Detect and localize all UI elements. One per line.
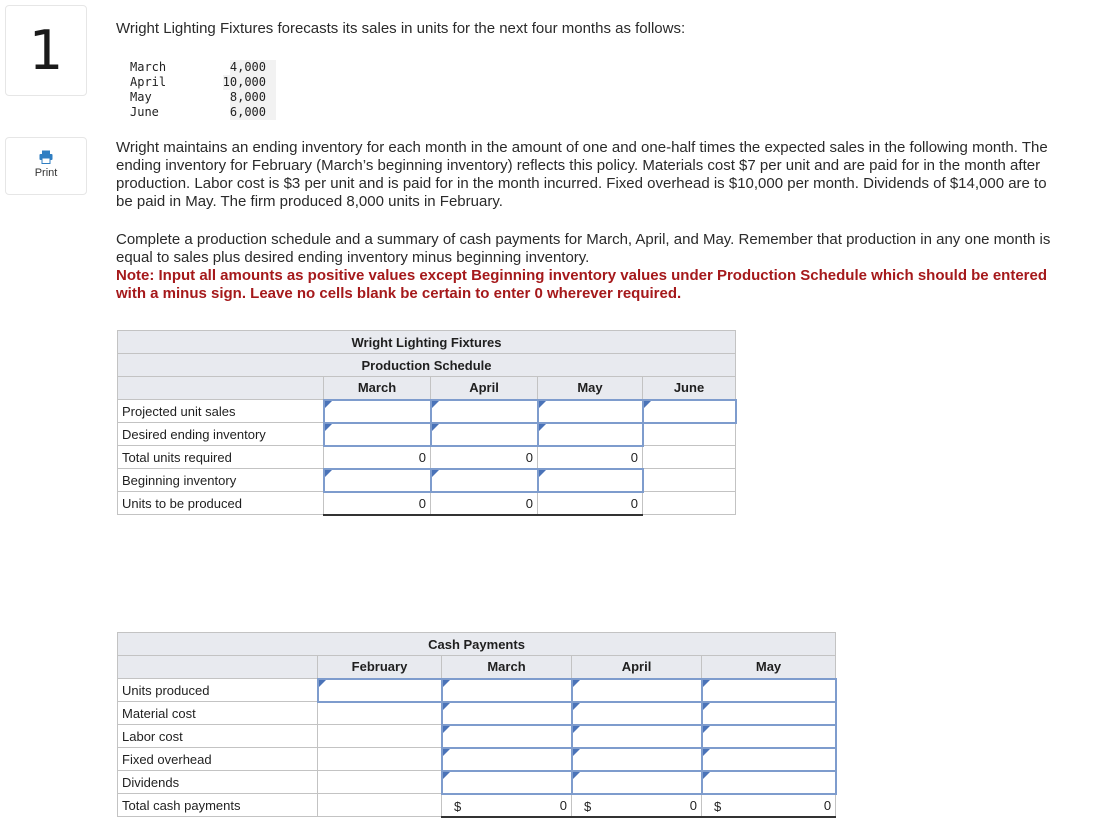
row-label-beginning: Beginning inventory: [118, 469, 324, 492]
total-march-value: 0: [559, 797, 567, 813]
col-header-march: March: [324, 377, 431, 400]
to-produce-may: 0: [538, 492, 643, 515]
table-row: [118, 702, 836, 725]
header-blank: [118, 377, 324, 400]
total-may-value: 0: [823, 797, 832, 813]
table-row: [118, 748, 836, 771]
total-april: [572, 794, 702, 817]
beginning-april-input[interactable]: [431, 469, 538, 492]
empty-cell: [318, 725, 442, 748]
projected-sales-may-input[interactable]: [538, 400, 643, 423]
forecast-month: June: [130, 105, 159, 119]
table-row: [118, 400, 736, 423]
projected-sales-april-input[interactable]: [431, 400, 538, 423]
instructions-text: Complete a production schedule and a summary of cash payments for March, April, and May. Remember that production in any one month is equal to sales plus desired ending inventory minus beginning inventory.: [116, 231, 1051, 266]
empty-cell: [643, 423, 736, 446]
total-march: [442, 794, 572, 817]
forecast-month: March: [130, 60, 167, 74]
row-label-dividends: Dividends: [118, 771, 318, 794]
table-row: [118, 771, 836, 794]
projected-sales-june-input[interactable]: [643, 400, 736, 423]
row-label-units-produced: Units produced: [118, 679, 318, 702]
dividends-march-input[interactable]: [442, 771, 572, 794]
table-row: [118, 423, 736, 446]
col-header-february: February: [318, 656, 442, 679]
total-april-value: 0: [689, 797, 697, 813]
units-produced-february-input[interactable]: [318, 679, 442, 702]
forecast-table: [126, 60, 276, 120]
total-may: [702, 794, 836, 817]
note-text: Note: Input all amounts as positive values except Beginning inventory values under Production Schedule which should be entered with a minus sign. Leave no cells blank be certain to enter 0 wherever required.: [116, 267, 1048, 302]
table-row: [118, 492, 736, 515]
row-label-to-produce: Units to be produced: [118, 492, 324, 515]
row-label-total: Total cash payments: [118, 794, 318, 817]
empty-cell: [643, 446, 736, 469]
forecast-month: May: [130, 90, 152, 104]
row-label-material: Material cost: [118, 702, 318, 725]
material-april-input[interactable]: [572, 702, 702, 725]
empty-cell: [643, 492, 736, 515]
units-produced-may-input[interactable]: [702, 679, 836, 702]
row-label-projected-sales: Projected unit sales: [118, 400, 324, 423]
to-produce-march: 0: [324, 492, 431, 515]
material-march-input[interactable]: [442, 702, 572, 725]
forecast-row: [126, 60, 276, 75]
company-title: Wright Lighting Fixtures: [118, 331, 736, 354]
production-schedule-table: [117, 330, 737, 516]
total-required-april: 0: [431, 446, 538, 469]
projected-sales-march-input[interactable]: [324, 400, 431, 423]
cash-payments-table: [117, 632, 837, 818]
currency-symbol: $: [454, 798, 462, 814]
currency-symbol: $: [714, 798, 722, 814]
table-row: [118, 679, 836, 702]
intro-text: Wright Lighting Fixtures forecasts its sales in units for the next four months as follows:: [116, 20, 686, 37]
row-label-overhead: Fixed overhead: [118, 748, 318, 771]
col-header-april: April: [431, 377, 538, 400]
col-header-may: May: [538, 377, 643, 400]
dividends-may-input[interactable]: [702, 771, 836, 794]
desired-ending-may-input[interactable]: [538, 423, 643, 446]
overhead-april-input[interactable]: [572, 748, 702, 771]
forecast-units: 8,000: [230, 90, 276, 105]
forecast-row: [126, 105, 276, 120]
empty-cell: [318, 702, 442, 725]
col-header-may: May: [702, 656, 836, 679]
overhead-may-input[interactable]: [702, 748, 836, 771]
forecast-month: April: [130, 75, 167, 89]
labor-may-input[interactable]: [702, 725, 836, 748]
col-header-march: March: [442, 656, 572, 679]
desired-ending-march-input[interactable]: [324, 423, 431, 446]
beginning-may-input[interactable]: [538, 469, 643, 492]
print-label: Print: [34, 167, 58, 179]
question-number: 1: [5, 5, 87, 96]
labor-april-input[interactable]: [572, 725, 702, 748]
material-may-input[interactable]: [702, 702, 836, 725]
col-header-april: April: [572, 656, 702, 679]
empty-cell: [318, 748, 442, 771]
forecast-units: 6,000: [230, 105, 276, 120]
printer-icon: [39, 150, 53, 164]
forecast-units: 4,000: [230, 60, 276, 75]
table-row: [118, 725, 836, 748]
table-row: [118, 469, 736, 492]
table-row: [118, 794, 836, 817]
empty-cell: [318, 771, 442, 794]
forecast-units: 10,000: [223, 75, 276, 90]
row-label-desired-ending: Desired ending inventory: [118, 423, 324, 446]
print-button[interactable]: [5, 137, 87, 195]
currency-symbol: $: [584, 798, 592, 814]
col-header-june: June: [643, 377, 736, 400]
overhead-march-input[interactable]: [442, 748, 572, 771]
forecast-row: [126, 75, 276, 90]
beginning-march-input[interactable]: [324, 469, 431, 492]
empty-cell: [643, 469, 736, 492]
row-label-labor: Labor cost: [118, 725, 318, 748]
forecast-row: [126, 90, 276, 105]
row-label-total-required: Total units required: [118, 446, 324, 469]
cash-title: Cash Payments: [118, 633, 836, 656]
dividends-april-input[interactable]: [572, 771, 702, 794]
header-blank: [118, 656, 318, 679]
total-required-may: 0: [538, 446, 643, 469]
to-produce-april: 0: [431, 492, 538, 515]
problem-paragraph: Wright maintains an ending inventory for each month in the amount of one and one-half times the expected sales in the following month. The ending inventory for February (March’s beginning inventory) reflects this policy. Materials cost $7 per unit and are paid for in the month after production. Labor cost is $3 per unit and is paid for in the month incurred. Fixed overhead is $10,000 per month. Dividends of $14,000 are to be paid in May. The firm produced 8,000 units in February.: [116, 139, 1048, 210]
production-title: Production Schedule: [118, 354, 736, 377]
labor-march-input[interactable]: [442, 725, 572, 748]
table-row: [118, 446, 736, 469]
desired-ending-april-input[interactable]: [431, 423, 538, 446]
empty-cell: [318, 794, 442, 817]
units-produced-march-input[interactable]: [442, 679, 572, 702]
total-required-march: 0: [324, 446, 431, 469]
units-produced-april-input[interactable]: [572, 679, 702, 702]
